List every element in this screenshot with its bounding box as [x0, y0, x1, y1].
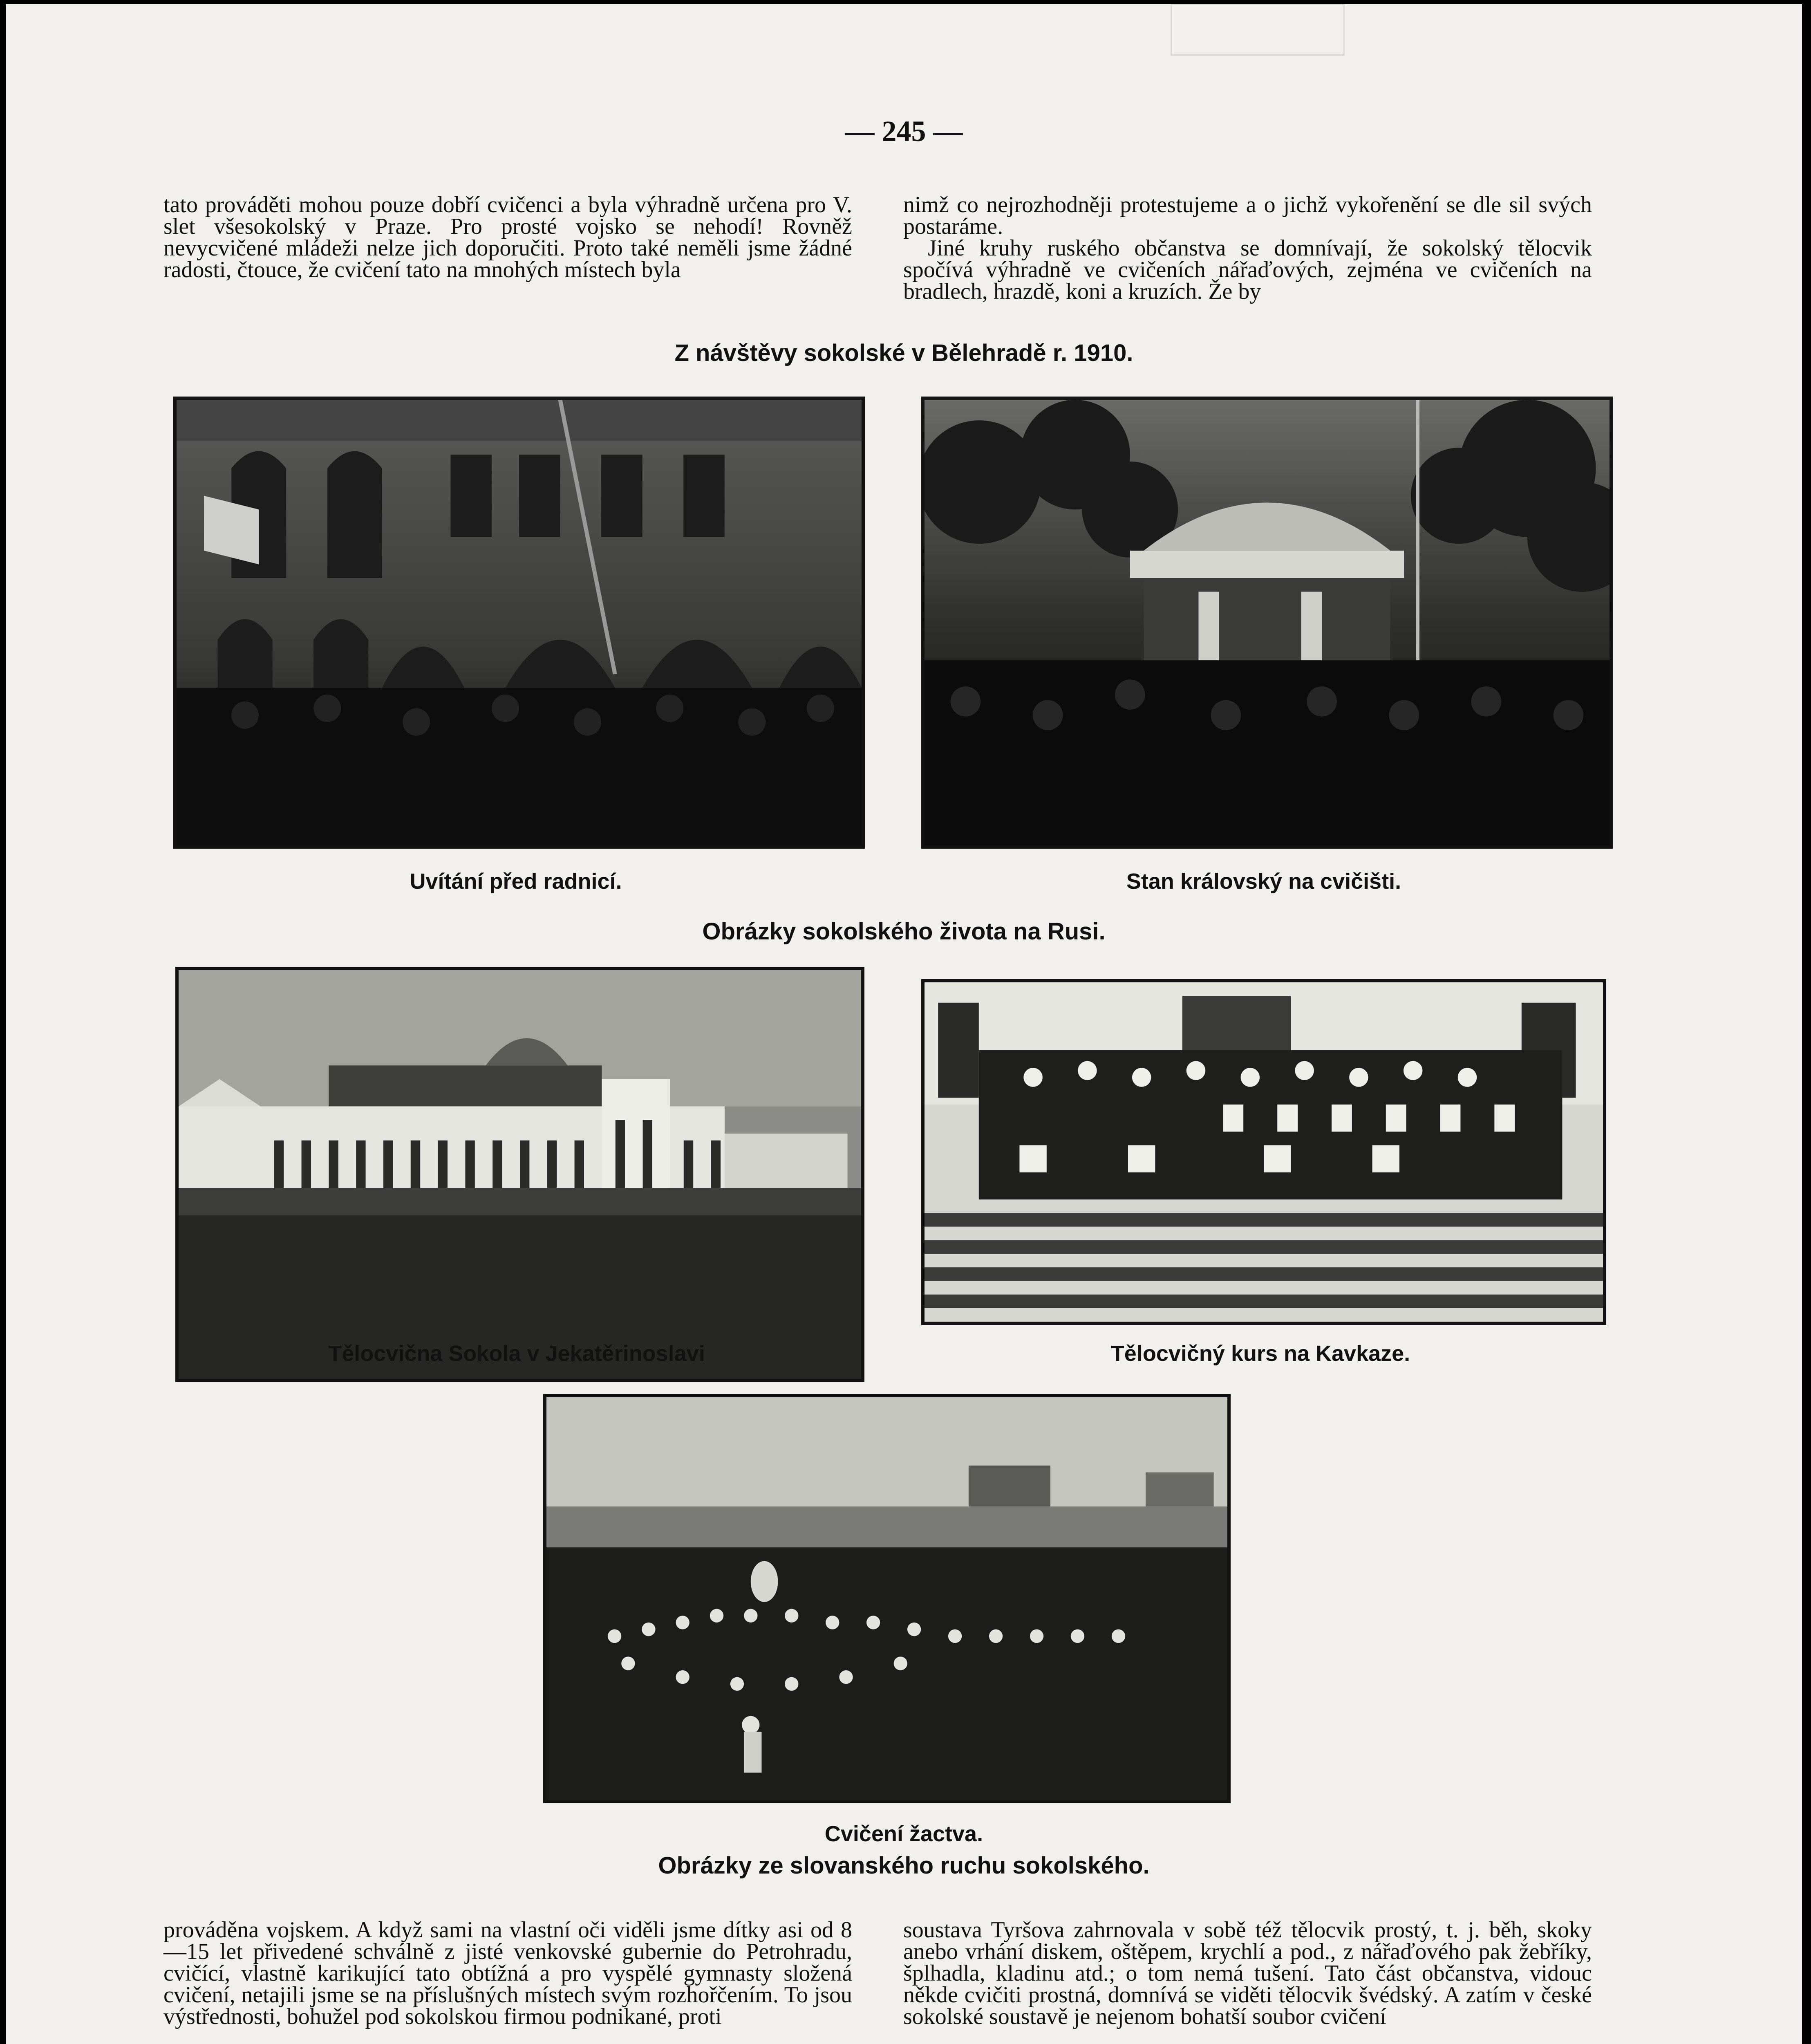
photo-town-hall-image	[177, 400, 862, 845]
magazine-page	[6, 4, 1802, 2044]
bottom-left-column	[163, 1919, 852, 2028]
photo-royal-tent-image	[925, 400, 1610, 845]
top-left-paragraph: tato prováděti mohou pouze dobří cvičenci a byla výhradně určena pro V. slet všesokolský v Praze. Pro prosté vojsko se nehodí! Rovněž nevycvičené mládeži nelze jich doporučiti. Proto také neměli jsme žádné radosti, čtouce, že cvičení tato na mnohých místech byla	[163, 192, 852, 282]
photo-royal-tent	[921, 397, 1613, 849]
bottom-right-column	[903, 1919, 1592, 2028]
library-stamp	[1171, 4, 1345, 56]
caption-photo1: Uvítání před radnicí.	[410, 869, 622, 894]
top-right-column	[903, 194, 1592, 303]
photo-gymnasium-building	[175, 967, 864, 1382]
photo-children-image	[546, 1397, 1227, 1800]
top-right-paragraph-2: Jiné kruhy ruského občanstva se domnívají, že sokolský tělocvik spočívá výhradně ve cvičeních nářaďových, zejména ve cvičeních na bradlech, hrazdě, koni a kruzích. Že by	[903, 235, 1592, 304]
photo-caucasus-course	[921, 979, 1606, 1325]
photo-gymnasium-image	[179, 970, 861, 1379]
photo-children-exercise	[543, 1394, 1231, 1803]
photo-caucasus-image	[925, 982, 1603, 1322]
caption-photo5: Cvičení žactva.	[824, 1822, 983, 1846]
section-title-rus: Obrázky sokolského života na Rusi.	[702, 918, 1106, 945]
bottom-right-paragraph: soustava Tyršova zahrnovala v sobě též tělocvik prostý, t. j. běh, skoky anebo vrhání diskem, oštěpem, krychlí a pod., z nářaďového pak žebříky, šplhadla, kladinu atd.; o tom nemá tušení. Tato část občanstva, vidouc někde cvičiti prostná, domnívá se viděti tělocvik švédský. A zatím v české sokolské soustavě je nejenom bohatší soubor cvičení	[903, 1917, 1592, 2029]
caption-photo4: Tělocvičný kurs na Kavkaze.	[1110, 1341, 1410, 1366]
top-right-paragraph-1: nimž co nejrozhodněji protestujeme a o jichž vykořenění se dle sil svých postaráme.	[903, 192, 1592, 239]
page-number: — 245 —	[845, 115, 963, 148]
top-left-column	[163, 194, 852, 281]
caption-photo2: Stan královský na cvičišti.	[1126, 869, 1401, 894]
bottom-left-paragraph: prováděna vojskem. A když sami na vlastní oči viděli jsme dítky asi od 8—15 let přivedené schválně z jisté venkovské gubernie do Petrohradu, cvičící, vlastně karikující tato obtížná a pro vyspělé gymnasty složená cvičení, netajili jsme se na příslušných místech svým rozhořčením. To jsou výstřednosti, bohužel pod sokolskou firmou podnikané, proti	[163, 1917, 852, 2029]
caption-photo3: Tělocvična Sokola v Jekatěrinoslavi	[328, 1341, 705, 1366]
photo-town-hall-welcome	[173, 397, 865, 849]
section-title-belehrad: Z návštěvy sokolské v Bělehradě r. 1910.	[674, 340, 1133, 366]
section-title-slovan: Obrázky ze slovanského ruchu sokolského.	[658, 1852, 1150, 1879]
